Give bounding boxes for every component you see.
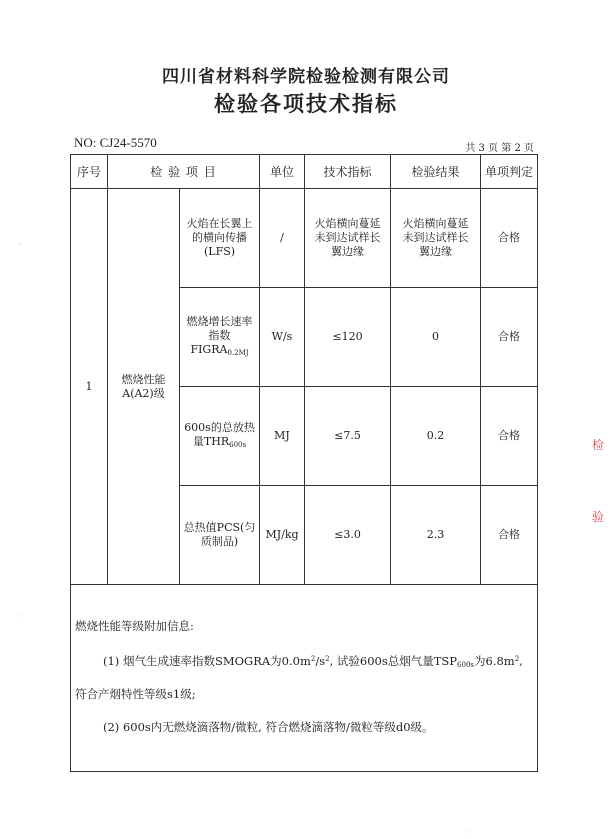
note-1-part-a: (1) 烟气生成速率指数SMOGRA为0.0m	[103, 654, 311, 668]
judge-cell: 合格	[481, 387, 538, 486]
result-cell: 2.3	[391, 486, 481, 585]
col-header-result: 检验结果	[391, 155, 481, 189]
scan-mark: ·	[18, 240, 21, 250]
notes-row	[71, 585, 538, 772]
table-header-row	[71, 155, 538, 189]
notes-title: 燃烧性能等级附加信息:	[75, 619, 194, 633]
judge-cell: 合格	[481, 189, 538, 288]
spec-cell: 火焰横向蔓延 未到达试样长 翼边缘	[305, 189, 391, 288]
item-cell: 总热值PCS(匀 质制品)	[180, 486, 260, 585]
category-cell: 燃烧性能 A(A2)级	[108, 189, 180, 585]
note-1-continued: 符合产烟特性等级s1级;	[75, 687, 196, 701]
item-text: 600s的总放热 量THR	[184, 420, 255, 448]
table-row	[71, 189, 538, 288]
stamp-char-2: 验	[592, 510, 605, 524]
note-1-sup: 2	[310, 655, 316, 663]
unit-cell: MJ/kg	[260, 486, 305, 585]
judge-cell: 合格	[481, 486, 538, 585]
note-1	[103, 652, 523, 672]
col-header-unit: 单位	[260, 155, 305, 189]
spec-cell: ≤3.0	[305, 486, 391, 585]
spec-cell: ≤120	[305, 288, 391, 387]
note-1-sup3: 2	[514, 655, 520, 663]
scan-mark: ·	[20, 612, 23, 622]
note-1-part-e: ,	[519, 654, 523, 668]
seq-cell: 1	[71, 189, 108, 585]
judge-cell: 合格	[481, 288, 538, 387]
col-header-item: 检 验 项 目	[108, 155, 260, 189]
spec-table	[70, 154, 538, 772]
notes-cell	[71, 585, 538, 772]
item-text: 燃烧增长速率 指数 FIGRA	[186, 314, 253, 356]
item-cell	[180, 387, 260, 486]
seal-stamp	[590, 430, 606, 550]
document-title: 检验各项技术指标	[214, 91, 398, 116]
item-cell	[180, 288, 260, 387]
note-1-part-b: /s	[315, 654, 326, 668]
note-2: (2) 600s内无燃烧滴落物/微粒, 符合燃烧滴落物/微粒等级d0级。	[103, 720, 434, 734]
col-header-seq: 序号	[71, 155, 108, 189]
result-cell: 0	[391, 288, 481, 387]
page-info: 共 3 页 第 2 页	[465, 143, 534, 154]
col-header-judge: 单项判定	[481, 155, 538, 189]
report-number: NO: CJ24-5570	[74, 135, 157, 150]
spec-cell: ≤7.5	[305, 387, 391, 486]
organization-name: 四川省材料科学院检验检测有限公司	[162, 67, 450, 87]
item-subscript: 600s	[229, 440, 247, 449]
note-1-sub: 600s	[457, 661, 474, 669]
note-1-sup2: 2	[325, 655, 330, 663]
note-1-part-d: 为6.8m	[474, 654, 515, 668]
unit-cell: MJ	[260, 387, 305, 486]
item-cell: 火焰在长翼上 的横向传播 (LFS)	[180, 189, 260, 288]
col-header-spec: 技术指标	[305, 155, 391, 189]
scan-mark: ·	[468, 828, 471, 838]
stamp-char-1: 检	[592, 438, 605, 452]
result-cell: 火焰横向蔓延 未到达试样长 翼边缘	[391, 189, 481, 288]
result-cell: 0.2	[391, 387, 481, 486]
note-1-part-c: , 试验600s总烟气量TSP	[329, 654, 458, 668]
unit-cell: /	[260, 189, 305, 288]
item-subscript: 0.2MJ	[227, 348, 249, 357]
unit-cell: W/s	[260, 288, 305, 387]
